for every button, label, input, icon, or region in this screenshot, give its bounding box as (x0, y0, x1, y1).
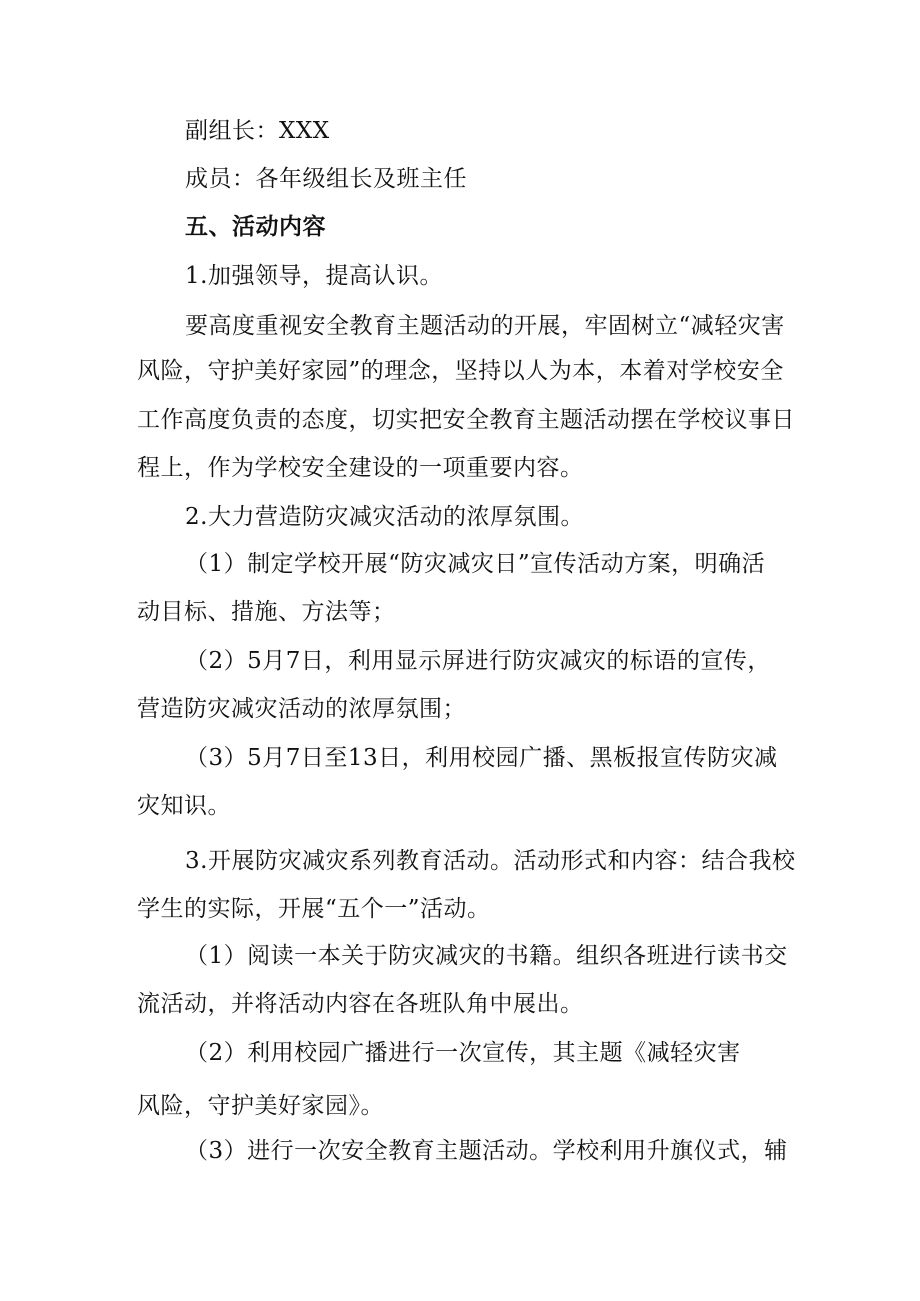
paragraph-line: 学生的实际，开展“五个一”活动。 (137, 896, 491, 922)
sub-item-line: 流活动，并将活动内容在各班队角中展出。 (137, 991, 584, 1017)
item-1-title: 1.加强领导，提高认识。 (185, 263, 443, 289)
sub-item-line: 灾知识。 (137, 793, 231, 819)
paragraph-line: 要高度重视安全教育主题活动的开展，牢固树立“减轻灾害 (185, 313, 785, 339)
sub-item-line: （1）阅读一本关于防灾减灾的书籍。组织各班进行读书交 (185, 943, 788, 969)
sub-item-line: 风险，守护美好家园》。 (137, 1093, 384, 1119)
paragraph-line: 程上，作为学校安全建设的一项重要内容。 (137, 455, 584, 481)
paragraph-line: 工作高度负责的态度，切实把安全教育主题活动摆在学校议事日 (137, 407, 795, 433)
members-line: 成员：各年级组长及班主任 (185, 166, 467, 192)
item-2-title: 2.大力营造防灾减灾活动的浓厚氛围。 (185, 504, 584, 530)
sub-item-line: （3）进行一次安全教育主题活动。学校利用升旗仪式，辅 (185, 1138, 788, 1164)
item-3-title: 3.开展防灾减灾系列教育活动。活动形式和内容：结合我校 (185, 848, 796, 874)
sub-item-line: （1）制定学校开展“防灾减灾日”宣传活动方案，明确活 (185, 551, 766, 577)
deputy-leader-line: 副组长：XXX (185, 118, 330, 144)
sub-item-line: （2）利用校园广播进行一次宣传，其主题《减轻灾害 (185, 1040, 741, 1066)
paragraph-line: 风险，守护美好家园”的理念，坚持以人为本，本着对学校安全 (137, 358, 784, 384)
sub-item-line: 营造防灾减灾活动的浓厚氛围； (137, 696, 466, 722)
sub-item-line: （2）5月7日，利用显示屏进行防灾减灾的标语的宣传， (185, 648, 771, 674)
sub-item-line: 动目标、措施、方法等； (137, 599, 396, 625)
sub-item-line: （3）5月7日至13日，利用校园广播、黑板报宣传防灾减 (185, 745, 778, 771)
section-heading: 五、活动内容 (185, 214, 326, 240)
